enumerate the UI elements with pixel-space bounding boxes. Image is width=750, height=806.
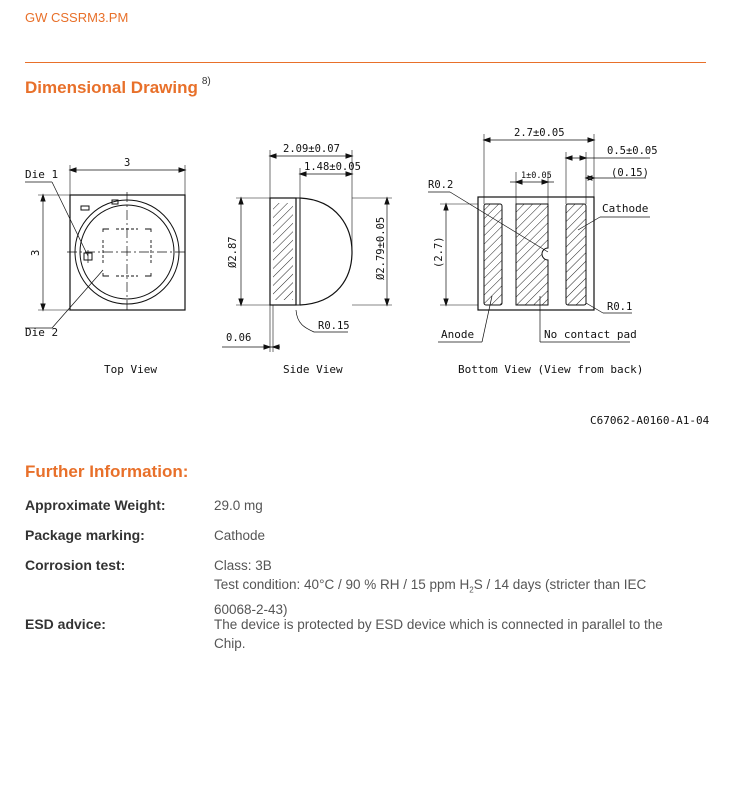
side-total-length-dim: 2.09±0.07: [283, 143, 340, 155]
header-divider: [25, 62, 706, 63]
anode-label: Anode: [441, 328, 475, 341]
cathode-label: Cathode: [602, 202, 649, 215]
top-view-width-dim: 3: [124, 157, 131, 169]
side-radius-dim: R0.15: [318, 320, 350, 332]
side-lens-diameter-dim: Ø2.79±0.05: [375, 216, 387, 280]
bottom-pad-radius-dim: R0.1: [607, 301, 633, 313]
bottom-pad-width-dim: 1±0.05: [521, 171, 552, 181]
side-gap-dim: 0.06: [226, 332, 252, 344]
esd-advice-value: The device is protected by ESD device which is connected in parallel to the Chip.: [214, 617, 663, 651]
side-view-caption: Side View: [283, 363, 343, 376]
bottom-height-ref-dim: (2.7): [433, 236, 445, 268]
die-1-label: Die 1: [25, 168, 59, 181]
bottom-margin-dim: 0.5±0.05: [607, 145, 658, 157]
bottom-width-dim: 2.7±0.05: [514, 127, 565, 139]
top-view-caption: Top View: [104, 363, 157, 376]
bottom-margin-ref-dim: (0.15): [611, 167, 649, 179]
weight-label: Approximate Weight:: [25, 497, 166, 513]
side-view: [222, 150, 392, 352]
corrosion-condition: Test condition: 40°C / 90 % RH / 15 ppm $H_2S / 14$ days (stricter than IEC: [214, 577, 647, 595]
further-information-title: Further Information:: [25, 462, 189, 481]
corrosion-test-value: [214, 556, 694, 619]
package-marking-value: Cathode: [214, 528, 266, 543]
corrosion-test-label: Corrosion test:: [25, 557, 126, 573]
bottom-corner-radius-dim: R0.2: [428, 179, 454, 191]
document-header-title: GW CSSRM3.PM: [25, 10, 129, 25]
bottom-view-caption: Bottom View (View from back): [458, 363, 644, 376]
no-contact-pad-label: No contact pad: [544, 328, 637, 341]
esd-advice-label: ESD advice:: [25, 616, 106, 632]
top-view: [25, 165, 188, 328]
dimensional-drawing: [0, 100, 750, 430]
weight-value: 29.0 mg: [214, 498, 263, 513]
corrosion-class: Class: 3B: [214, 558, 272, 573]
package-marking-label: Package marking:: [25, 527, 145, 543]
corrosion-standard: 60068-2-43): [214, 601, 288, 617]
top-view-height-dim: 3: [30, 249, 42, 256]
footnote-marker: 8): [201, 76, 211, 87]
drawing-id: C67062-A0160-A1-04: [590, 414, 710, 427]
side-dome-length-dim: 1.48±0.05: [304, 161, 361, 173]
side-body-diameter-dim: Ø2.87: [227, 236, 239, 268]
dimensional-drawing-heading: [25, 78, 211, 98]
die-2-label: Die 2: [25, 326, 59, 339]
dimensional-drawing-title: Dimensional Drawing: [25, 78, 198, 97]
